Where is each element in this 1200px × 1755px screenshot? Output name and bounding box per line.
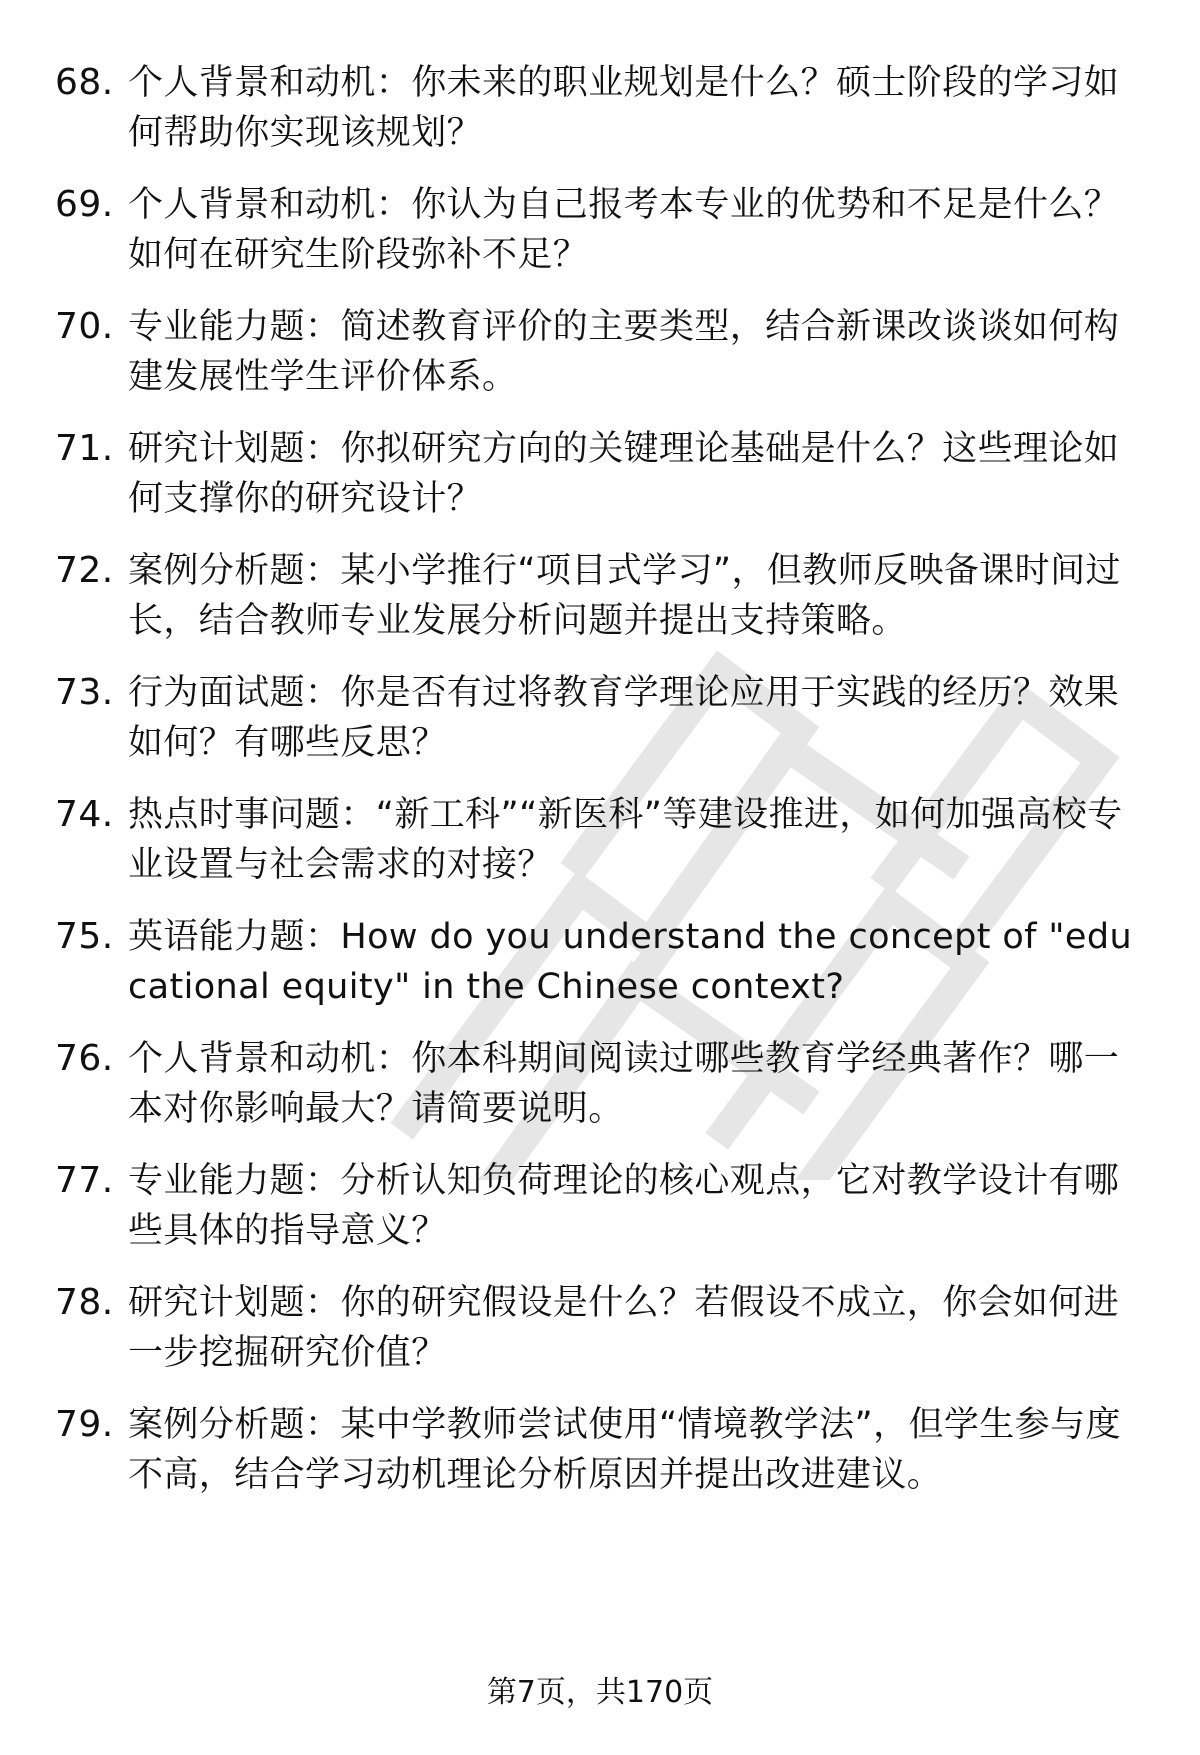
question-item-71 <box>55 424 1155 546</box>
question-text: 个人背景和动机：你认为自己报考本专业的优势和不足是什么？如何在研究生阶段弥补不足？ <box>128 185 1120 275</box>
question-number: 78. <box>55 1282 114 1323</box>
page-indicator: 第7页，共170页 <box>486 1675 714 1710</box>
question-text: 个人背景和动机：你本科期间阅读过哪些教育学经典著作？哪一本对你影响最大？请简要说明。 <box>128 1039 1120 1129</box>
question-text: 案例分析题：某中学教师尝试使用“情境教学法”，但学生参与度不高，结合学习动机理论分析原因并提出改进建议。 <box>128 1405 1121 1495</box>
question-list <box>55 58 1155 1522</box>
question-number: 76. <box>55 1038 114 1079</box>
question-number: 68. <box>55 62 114 103</box>
question-text: 案例分析题：某小学推行“项目式学习”，但教师反映备课时间过长，结合教师专业发展分析问题并提出支持策略。 <box>128 551 1121 641</box>
question-number: 75. <box>55 916 114 957</box>
question-text: 研究计划题：你的研究假设是什么？若假设不成立，你会如何进一步挖掘研究价值？ <box>128 1283 1120 1373</box>
question-number: 77. <box>55 1160 114 1201</box>
question-text: 热点时事问题：“新工科”“新医科”等建设推进，如何加强高校专业设置与社会需求的对接？ <box>128 795 1123 885</box>
question-number: 71. <box>55 428 114 469</box>
question-item-72 <box>55 546 1155 668</box>
question-number: 72. <box>55 550 114 591</box>
question-text: 行为面试题：你是否有过将教育学理论应用于实践的经历？效果如何？有哪些反思？ <box>128 673 1120 763</box>
question-number: 79. <box>55 1404 114 1445</box>
question-text: 专业能力题：分析认知负荷理论的核心观点，它对教学设计有哪些具体的指导意义？ <box>128 1161 1120 1251</box>
question-item-78 <box>55 1278 1155 1400</box>
question-item-75 <box>55 912 1155 1034</box>
question-item-69 <box>55 180 1155 302</box>
question-text: 个人背景和动机：你未来的职业规划是什么？硕士阶段的学习如何帮助你实现该规划？ <box>128 63 1120 153</box>
question-item-73 <box>55 668 1155 790</box>
question-number: 73. <box>55 672 114 713</box>
question-item-74 <box>55 790 1155 912</box>
question-item-79 <box>55 1400 1155 1522</box>
question-item-77 <box>55 1156 1155 1278</box>
question-text: 英语能力题：How do you understand the concept of "educational equity" in the Chinese context? <box>128 917 1133 1007</box>
question-item-70 <box>55 302 1155 424</box>
question-number: 74. <box>55 794 114 835</box>
question-text: 专业能力题：简述教育评价的主要类型，结合新课改谈谈如何构建发展性学生评价体系。 <box>128 307 1120 397</box>
question-number: 69. <box>55 184 114 225</box>
question-item-76 <box>55 1034 1155 1156</box>
question-number: 70. <box>55 306 114 347</box>
question-item-68 <box>55 58 1155 180</box>
question-text: 研究计划题：你拟研究方向的关键理论基础是什么？这些理论如何支撑你的研究设计？ <box>128 429 1120 519</box>
